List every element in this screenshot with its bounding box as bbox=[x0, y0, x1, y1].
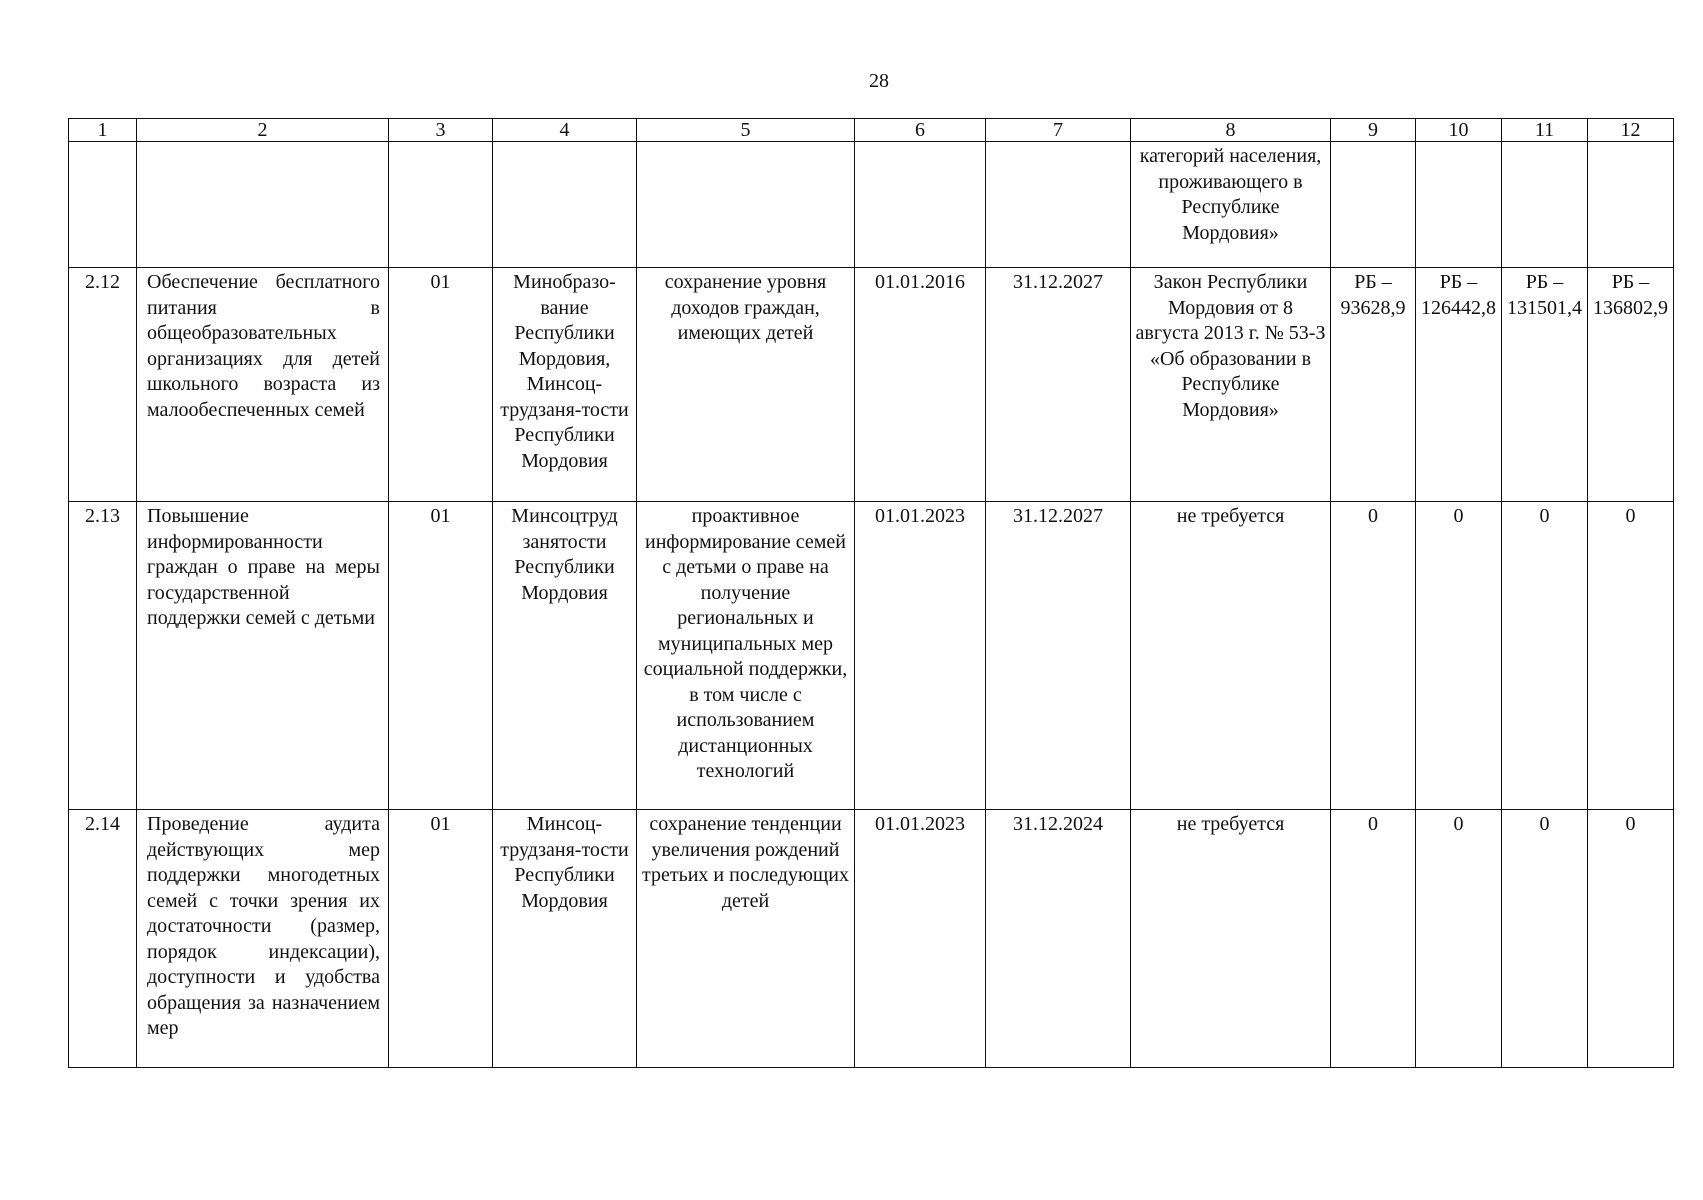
start-date: 01.01.2023 bbox=[855, 810, 986, 1068]
header-cell: 10 bbox=[1416, 119, 1502, 142]
funding-col9: 0 bbox=[1331, 502, 1416, 810]
measure-name: Обеспечение бесплатного питания в общеобразовательных организациях для детей школьного возраста из малообеспеченных семей bbox=[137, 268, 389, 502]
header-cell: 8 bbox=[1131, 119, 1331, 142]
end-date: 31.12.2027 bbox=[986, 502, 1131, 810]
executor: Минсоц-трудзаня-тости Республики Мордовия bbox=[493, 810, 637, 1068]
table-row bbox=[69, 502, 1674, 810]
expected-result: проактивное информирование семей с детьми о праве на получение региональных и муниципальных мер социальной поддержки, в том числе с использованием дистанционных технологий bbox=[637, 502, 855, 810]
funding-col12: РБ – 136802,9 bbox=[1588, 268, 1674, 502]
continuation-basis: категорий населения, проживающего в Республике Мордовия» bbox=[1131, 142, 1331, 268]
measure-code: 01 bbox=[389, 810, 493, 1068]
funding-col12: 0 bbox=[1588, 810, 1674, 1068]
measure-code: 01 bbox=[389, 502, 493, 810]
measure-name: Проведение аудита действующих мер поддержки многодетных семей с точки зрения их достаточности (размер, порядок индексации), доступности и удобства обращения за назначением мер bbox=[137, 810, 389, 1068]
end-date: 31.12.2024 bbox=[986, 810, 1131, 1068]
start-date: 01.01.2023 bbox=[855, 502, 986, 810]
legal-basis: Закон Республики Мордовия от 8 августа 2013 г. № 53-З «Об образовании в Республике Мордовия» bbox=[1131, 268, 1331, 502]
funding-col10: 0 bbox=[1416, 502, 1502, 810]
table-row bbox=[69, 810, 1674, 1068]
funding-col11: РБ – 131501,4 bbox=[1502, 268, 1588, 502]
table-header-row bbox=[69, 119, 1674, 142]
funding-col11: 0 bbox=[1502, 502, 1588, 810]
header-cell: 7 bbox=[986, 119, 1131, 142]
header-cell: 5 bbox=[637, 119, 855, 142]
table-row bbox=[69, 268, 1674, 502]
header-cell: 2 bbox=[137, 119, 389, 142]
row-number: 2.13 bbox=[69, 502, 137, 810]
funding-col9: 0 bbox=[1331, 810, 1416, 1068]
measure-code: 01 bbox=[389, 268, 493, 502]
header-cell: 9 bbox=[1331, 119, 1416, 142]
legal-basis: не требуется bbox=[1131, 810, 1331, 1068]
funding-col12: 0 bbox=[1588, 502, 1674, 810]
header-cell: 6 bbox=[855, 119, 986, 142]
header-cell: 3 bbox=[389, 119, 493, 142]
header-cell: 4 bbox=[493, 119, 637, 142]
funding-col11: 0 bbox=[1502, 810, 1588, 1068]
start-date: 01.01.2016 bbox=[855, 268, 986, 502]
funding-col9: РБ – 93628,9 bbox=[1331, 268, 1416, 502]
expected-result: сохранение тенденции увеличения рождений третьих и последующих детей bbox=[637, 810, 855, 1068]
program-measures-table bbox=[68, 118, 1674, 1068]
legal-basis: не требуется bbox=[1131, 502, 1331, 810]
funding-col10: РБ – 126442,8 bbox=[1416, 268, 1502, 502]
header-cell: 11 bbox=[1502, 119, 1588, 142]
continuation-row bbox=[69, 142, 1674, 268]
end-date: 31.12.2027 bbox=[986, 268, 1131, 502]
expected-result: сохранение уровня доходов граждан, имеющих детей bbox=[637, 268, 855, 502]
row-number: 2.14 bbox=[69, 810, 137, 1068]
executor: Минсоцтруд занятости Республики Мордовия bbox=[493, 502, 637, 810]
funding-col10: 0 bbox=[1416, 810, 1502, 1068]
page-number: 28 bbox=[869, 70, 889, 92]
executor: Минобразо-вание Республики Мордовия, Минсоц-трудзаня-тости Республики Мордовия bbox=[493, 268, 637, 502]
header-cell: 12 bbox=[1588, 119, 1674, 142]
row-number: 2.12 bbox=[69, 268, 137, 502]
measure-name: Повышение информированности граждан о праве на меры государственной поддержки семей с детьми bbox=[137, 502, 389, 810]
header-cell: 1 bbox=[69, 119, 137, 142]
